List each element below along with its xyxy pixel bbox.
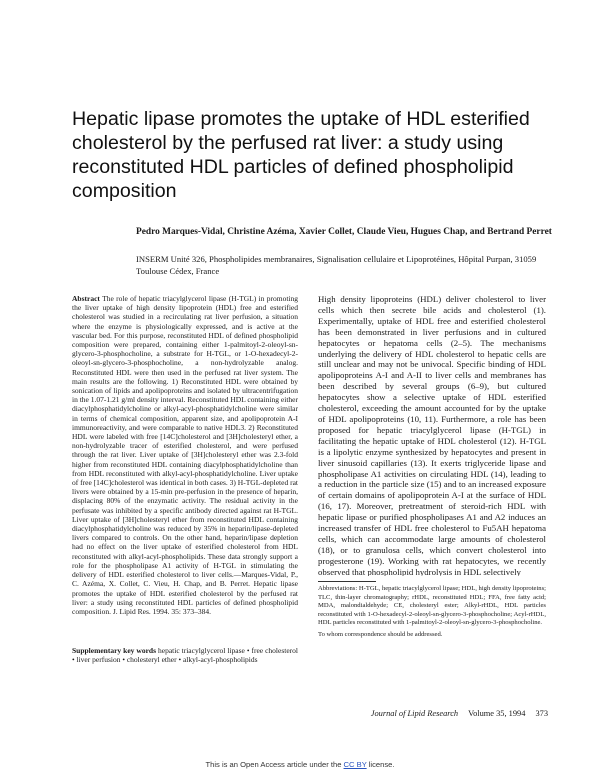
- abbreviations-footnote: Abbreviations: H-TGL, hepatic triacylglycerol lipase; HDL, high density lipoproteins; TLC, thin-layer chromatography; rHDL, reconstituted HDL; FFA, free fatty acid; MDA, malondialdehyde; CE, cholesteryl ester; Alkyl-rHDL, HDL particles reconstituted with 1-O-hexadecyl-2-oleoyl-sn-glycero-3-phosphocholine; Acyl-rHDL, HDL particles reconstituted with 1-palmitoyl-2-oleoyl-sn-glycero-3-phosphocholine.: [318, 585, 546, 627]
- supplementary-keywords: [72, 646, 298, 664]
- keywords-label: Supplementary key words: [72, 646, 156, 655]
- introduction-text: High density lipoproteins (HDL) deliver cholesterol to liver cells which then secrete bile acids and cholesterol (1). Experimentally, uptake of HDL free and esterified cholesterol has been demonstrated in liver perfusions and in cultured hepatocytes or hepatoma cells (2–5). The mechanisms underlying the delivery of HDL cholesterol to hepatic cells are still unclear and may not be univocal. Specific binding of HDL apolipoproteins A-I and A-II to liver cells and membranes has been described by several groups (6–9), but cultured hepatocytes show a selective uptake of HDL esterified cholesterol, exceeding the amount accounted for by the uptake of HDL apolipoproteins (10, 11). Furthermore, a role has been proposed for hepatic triacylglycerol lipase (H-TGL) in facilitating the hepatic uptake of HDL cholesterol (12). H-TGL is a lipolytic enzyme synthesized by hepatocytes and present in liver sinusoid capillaries (13). It exerts triglyceride lipase and phospholipase A1 activities on circulating HDL (14), leading to a reduction in the particle size (15) and to an increased exposure of certain domains of apolipoprotein A-I at the surface of HDL (16, 17). Moreover, pretreatment of steroid-rich HDL with hepatic lipase or purified phospholipases A1 and A2 induces an increased transfer of HDL free cholesterol to Fu5AH hepatoma cells, which can accommodate large amounts of cholesterol (18), or to granulosa cells, which convert cholesterol into progesterone (19). Working with rat hepatocytes, we recently observed that phospholipid hydrolysis in HDL selectively: [318, 294, 546, 576]
- journal-name: Journal of Lipid Research: [370, 709, 459, 718]
- license-link[interactable]: CC BY: [343, 760, 367, 769]
- license-notice: [0, 760, 600, 770]
- correspondence-note: To whom correspondence should be addressed.: [318, 631, 443, 638]
- affiliation: INSERM Unité 326, Phospholipides membranaires, Signalisation cellulaire et Lipoprotéines, Hôpital Purpan, 31059 Toulouse Cédex, France: [136, 254, 537, 276]
- abstract: [72, 294, 298, 634]
- article-title: Hepatic lipase promotes the uptake of HDL esterified cholesterol by the perfused rat liver: a study using reconstituted HDL particles of defined phospholipid composition: [72, 108, 530, 202]
- license-suffix: license.: [368, 760, 395, 769]
- keywords-text: hepatic triacylglycerol lipase • free cholesterol • liver perfusion • cholesteryl ether • alkyl-acyl-phospholipids: [72, 646, 299, 665]
- abstract-label: Abstract: [72, 294, 100, 303]
- abstract-text: The role of hepatic triacylglycerol lipase (H-TGL) in promoting the liver uptake of high density lipoprotein (HDL) free and esterified cholesterol was studied in a recirculating rat liver perfusion, a situation where the enzyme is physiologically expressed, and is active at the vascular bed. For this purpose, reconstituted HDL of defined phospholipid composition were prepared, containing either 1-palmitoyl-2-oleoyl-sn-glycero-3-phosphocholine, a substrate for H-TGL, or 1-O-hexadecyl-2-oleoyl-sn-glycero-3-phosphocholine, a non-hydrolyzable analog. Reconstituted HDL were then used in the perfused rat liver system. The main results are the following. 1) Reconstituted HDL were obtained by sonication of lipids and apolipoproteins and isolated by ultracentrifugation in the 1.07-1.21 g/ml density interval. Reconstituted HDL containing either diacylphosphatidylcholine or alkyl-acyl-phosphatidylcholine were similar in terms of chemical composition, apparent size, and apolipoprotein A-I immunoreactivity, and were comparable to native HDL3. 2) Reconstituted HDL were labeled with free [14C]cholesterol and [3H]cholesteryl ether, a non-hydrolyzable tracer of esterified cholesterol, and were perfused through the rat liver. Liver uptake of [3H]cholesteryl ether was 2.3-fold higher from reconstituted HDL containing diacylphosphatidylcholine than from HDL reconstituted with alkyl-acyl-phosphatidylcholine. Liver uptake of free [14C]cholesterol was identical in both cases. 3) H-TGL-depleted rat livers were obtained by a 15-min pre-perfusion in the presence of heparin, displacing 80% of the enzymatic activity. The residual activity in the perfusate was inhibited by a specific antibody directed against rat H-TGL. Liver uptake of [3H]cholesteryl ether from reconstituted HDL containing diacylphosphatidylcholine was reduced by 35% in heparin/lipase-depleted livers compared to controls. On the other hand, heparin/lipase depletion had no effect on the liver uptake of esterified cholesterol from HDL reconstituted with alkyl-acyl-phospholipids. These data strongly support a role for the phospholipase A1 activity of H-TGL in stimulating the delivery of HDL esterified cholesterol to liver cells.—Marques-Vidal, P., C. Azéma, X. Collet, C. Vieu, H. Chap, and B. Perret. Hepatic lipase promotes the uptake of HDL esterified cholesterol by the perfused rat liver: a study using reconstituted HDL particles of defined phospholipid composition. J. Lipid Res. 1994. 35: 373–384.: [72, 294, 298, 616]
- footnote-rule: [318, 581, 376, 582]
- journal-footer: [318, 709, 548, 719]
- journal-volume: Volume 35, 1994: [468, 709, 526, 718]
- author-list: Pedro Marques-Vidal, Christine Azéma, Xavier Collet, Claude Vieu, Hugues Chap, and Bertrand Perret: [136, 227, 552, 237]
- license-prefix: This is an Open Access article under the: [205, 760, 342, 769]
- page-number: 373: [535, 709, 548, 718]
